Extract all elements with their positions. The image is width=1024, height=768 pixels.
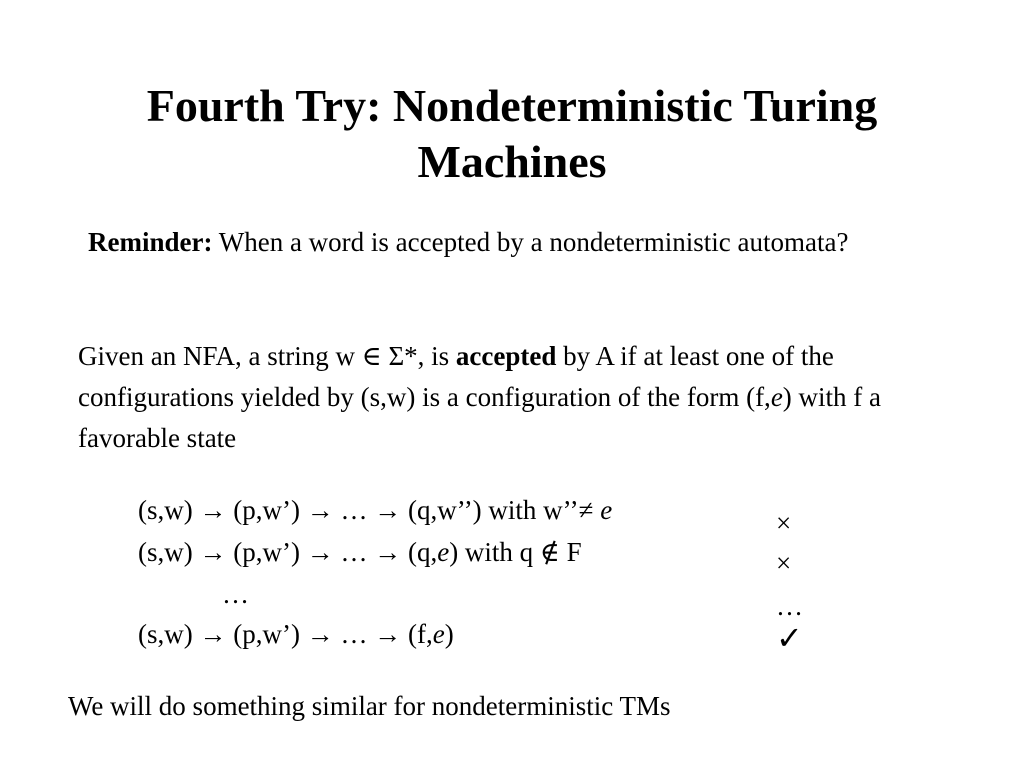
definition-part1: Given an NFA, a string w ∈ Σ*, is — [78, 341, 456, 371]
sequence-line-4 — [138, 614, 454, 654]
reminder-label: Reminder: — [88, 227, 213, 257]
sequence-1-pre: (s,w) → (p,w’) → … → (q,w’’) with w’’≠ — [138, 495, 601, 525]
sequence-line-3 — [222, 574, 249, 614]
slide-title: Fourth Try: Nondeterministic Turing Machines — [146, 80, 878, 187]
sequence-2-italic: e — [437, 537, 450, 567]
sequence-4-italic: e — [432, 619, 445, 649]
checkmark-icon: ✓ — [776, 620, 803, 656]
sequence-2-pre: (s,w) → (p,w’) → … → (q, — [138, 537, 438, 567]
sequence-2-post: ) with q ∉ F — [449, 537, 582, 567]
reminder-text: When a word is accepted by a nondeterministic automata? — [212, 227, 849, 257]
sequence-1-italic: e — [600, 495, 613, 525]
sequence-line-1 — [138, 490, 612, 530]
definition-part2: by A if at least one of the configurations yielded by (s,w) is a configuration of the form (f, — [78, 341, 834, 412]
definition-bold: accepted — [455, 341, 557, 371]
footer-text: We will do something similar for nondeterministic TMs — [68, 691, 671, 721]
ellipsis-icon: … — [776, 591, 803, 621]
definition-italic: e — [770, 382, 783, 412]
reminder-paragraph — [88, 222, 948, 262]
definition-part3: ) with f a favorable state — [78, 382, 882, 453]
sequence-4-post: ) — [444, 619, 454, 649]
sequence-line-2 — [138, 532, 582, 572]
cross-icon: × — [776, 508, 792, 538]
definition-paragraph — [78, 336, 958, 459]
sequence-4-pre: (s,w) → (p,w’) → … → (f, — [138, 619, 433, 649]
cross-icon: × — [776, 548, 792, 578]
sequence-3-pre: … — [222, 579, 249, 609]
